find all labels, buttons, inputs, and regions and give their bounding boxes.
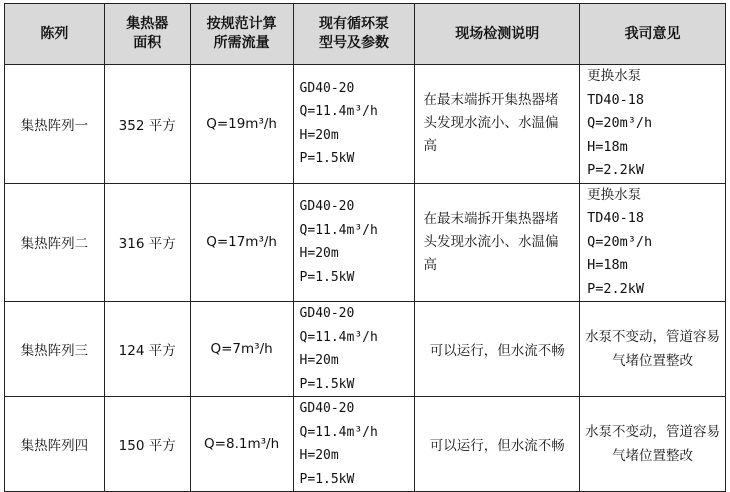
required-flow-cell: Q=17m³/h [190, 183, 293, 302]
pump-head: H=20m [299, 448, 339, 463]
opinion-cell: 水泵不变动，管道容易气堵位置整改 [580, 302, 726, 397]
required-flow-cell: Q=19m³/h [190, 65, 293, 184]
area-cell: 352 平方 [104, 65, 190, 184]
opinion-line: TD40-18 [587, 91, 645, 108]
header-required-flow: 按规范计算 所需流量 [190, 4, 293, 65]
opinion-line: H=18m [587, 138, 628, 155]
pump-assessment-table [4, 3, 726, 492]
pump-power: P=1.5kW [299, 471, 355, 487]
area-cell: 124 平方 [104, 302, 190, 397]
pump-flow: Q=11.4m³/h [299, 104, 378, 120]
opinion-line: H=18m [587, 257, 628, 273]
pump-power: P=1.5kW [299, 376, 355, 392]
pump-power: P=1.5kW [299, 269, 355, 285]
pump-power: P=1.5kW [299, 151, 355, 167]
opinion-line: TD40-18 [587, 210, 645, 226]
area-cell: 150 平方 [104, 397, 190, 492]
pump-flow: Q=11.4m³/h [299, 424, 378, 440]
pump-model: GD40-20 [299, 401, 355, 416]
table-row [5, 183, 726, 302]
opinion-cell: 水泵不变动，管道容易气堵位置整改 [580, 397, 726, 492]
opinion-line: Q=20m³/h [587, 115, 653, 131]
table-row [5, 397, 726, 492]
pump-spec-cell [293, 397, 415, 492]
pump-spec-cell [293, 183, 415, 302]
opinion-cell [580, 65, 726, 184]
header-row [5, 4, 726, 65]
opinion-line: 更换水泵 [587, 68, 642, 84]
array-name-cell: 集热阵列四 [5, 397, 105, 492]
pump-spec-cell [293, 65, 415, 184]
header-area: 集热器 面积 [104, 4, 190, 65]
pump-flow: Q=11.4m³/h [299, 329, 378, 345]
pump-flow: Q=11.4m³/h [299, 222, 378, 238]
pump-head: H=20m [299, 353, 339, 368]
table-row [5, 65, 726, 184]
opinion-line: Q=20m³/h [587, 233, 653, 250]
header-array: 陈列 [5, 4, 105, 65]
array-name-cell: 集热阵列一 [5, 65, 105, 184]
inspection-note-cell: 在最末端拆开集热器堵头发现水流小、水温偏高 [415, 183, 580, 302]
table-row [5, 302, 726, 397]
opinion-cell [580, 183, 726, 302]
array-name-cell: 集热阵列二 [5, 183, 105, 302]
header-current-pump: 现有循环泵 型号及参数 [293, 4, 415, 65]
required-flow-cell: Q=7m³/h [190, 302, 293, 397]
pump-spec-cell [293, 302, 415, 397]
inspection-note-cell: 可以运行，但水流不畅 [415, 397, 580, 492]
inspection-note-cell: 可以运行，但水流不畅 [415, 302, 580, 397]
array-name-cell: 集热阵列三 [5, 302, 105, 397]
pump-model: GD40-20 [299, 306, 355, 321]
inspection-note-cell: 在最末端拆开集热器堵头发现水流小、水温偏高 [415, 65, 580, 184]
header-site-inspection: 现场检测说明 [415, 4, 580, 65]
pump-head: H=20m [299, 127, 339, 143]
pump-head: H=20m [299, 246, 339, 262]
required-flow-cell: Q=8.1m³/h [190, 397, 293, 492]
opinion-line: P=2.2kW [587, 280, 645, 297]
pump-model: GD40-20 [299, 199, 355, 215]
opinion-line: P=2.2kW [587, 162, 645, 178]
pump-model: GD40-20 [299, 80, 355, 96]
opinion-line: 更换水泵 [587, 186, 642, 203]
area-cell: 316 平方 [104, 183, 190, 302]
header-our-opinion: 我司意见 [580, 4, 726, 65]
